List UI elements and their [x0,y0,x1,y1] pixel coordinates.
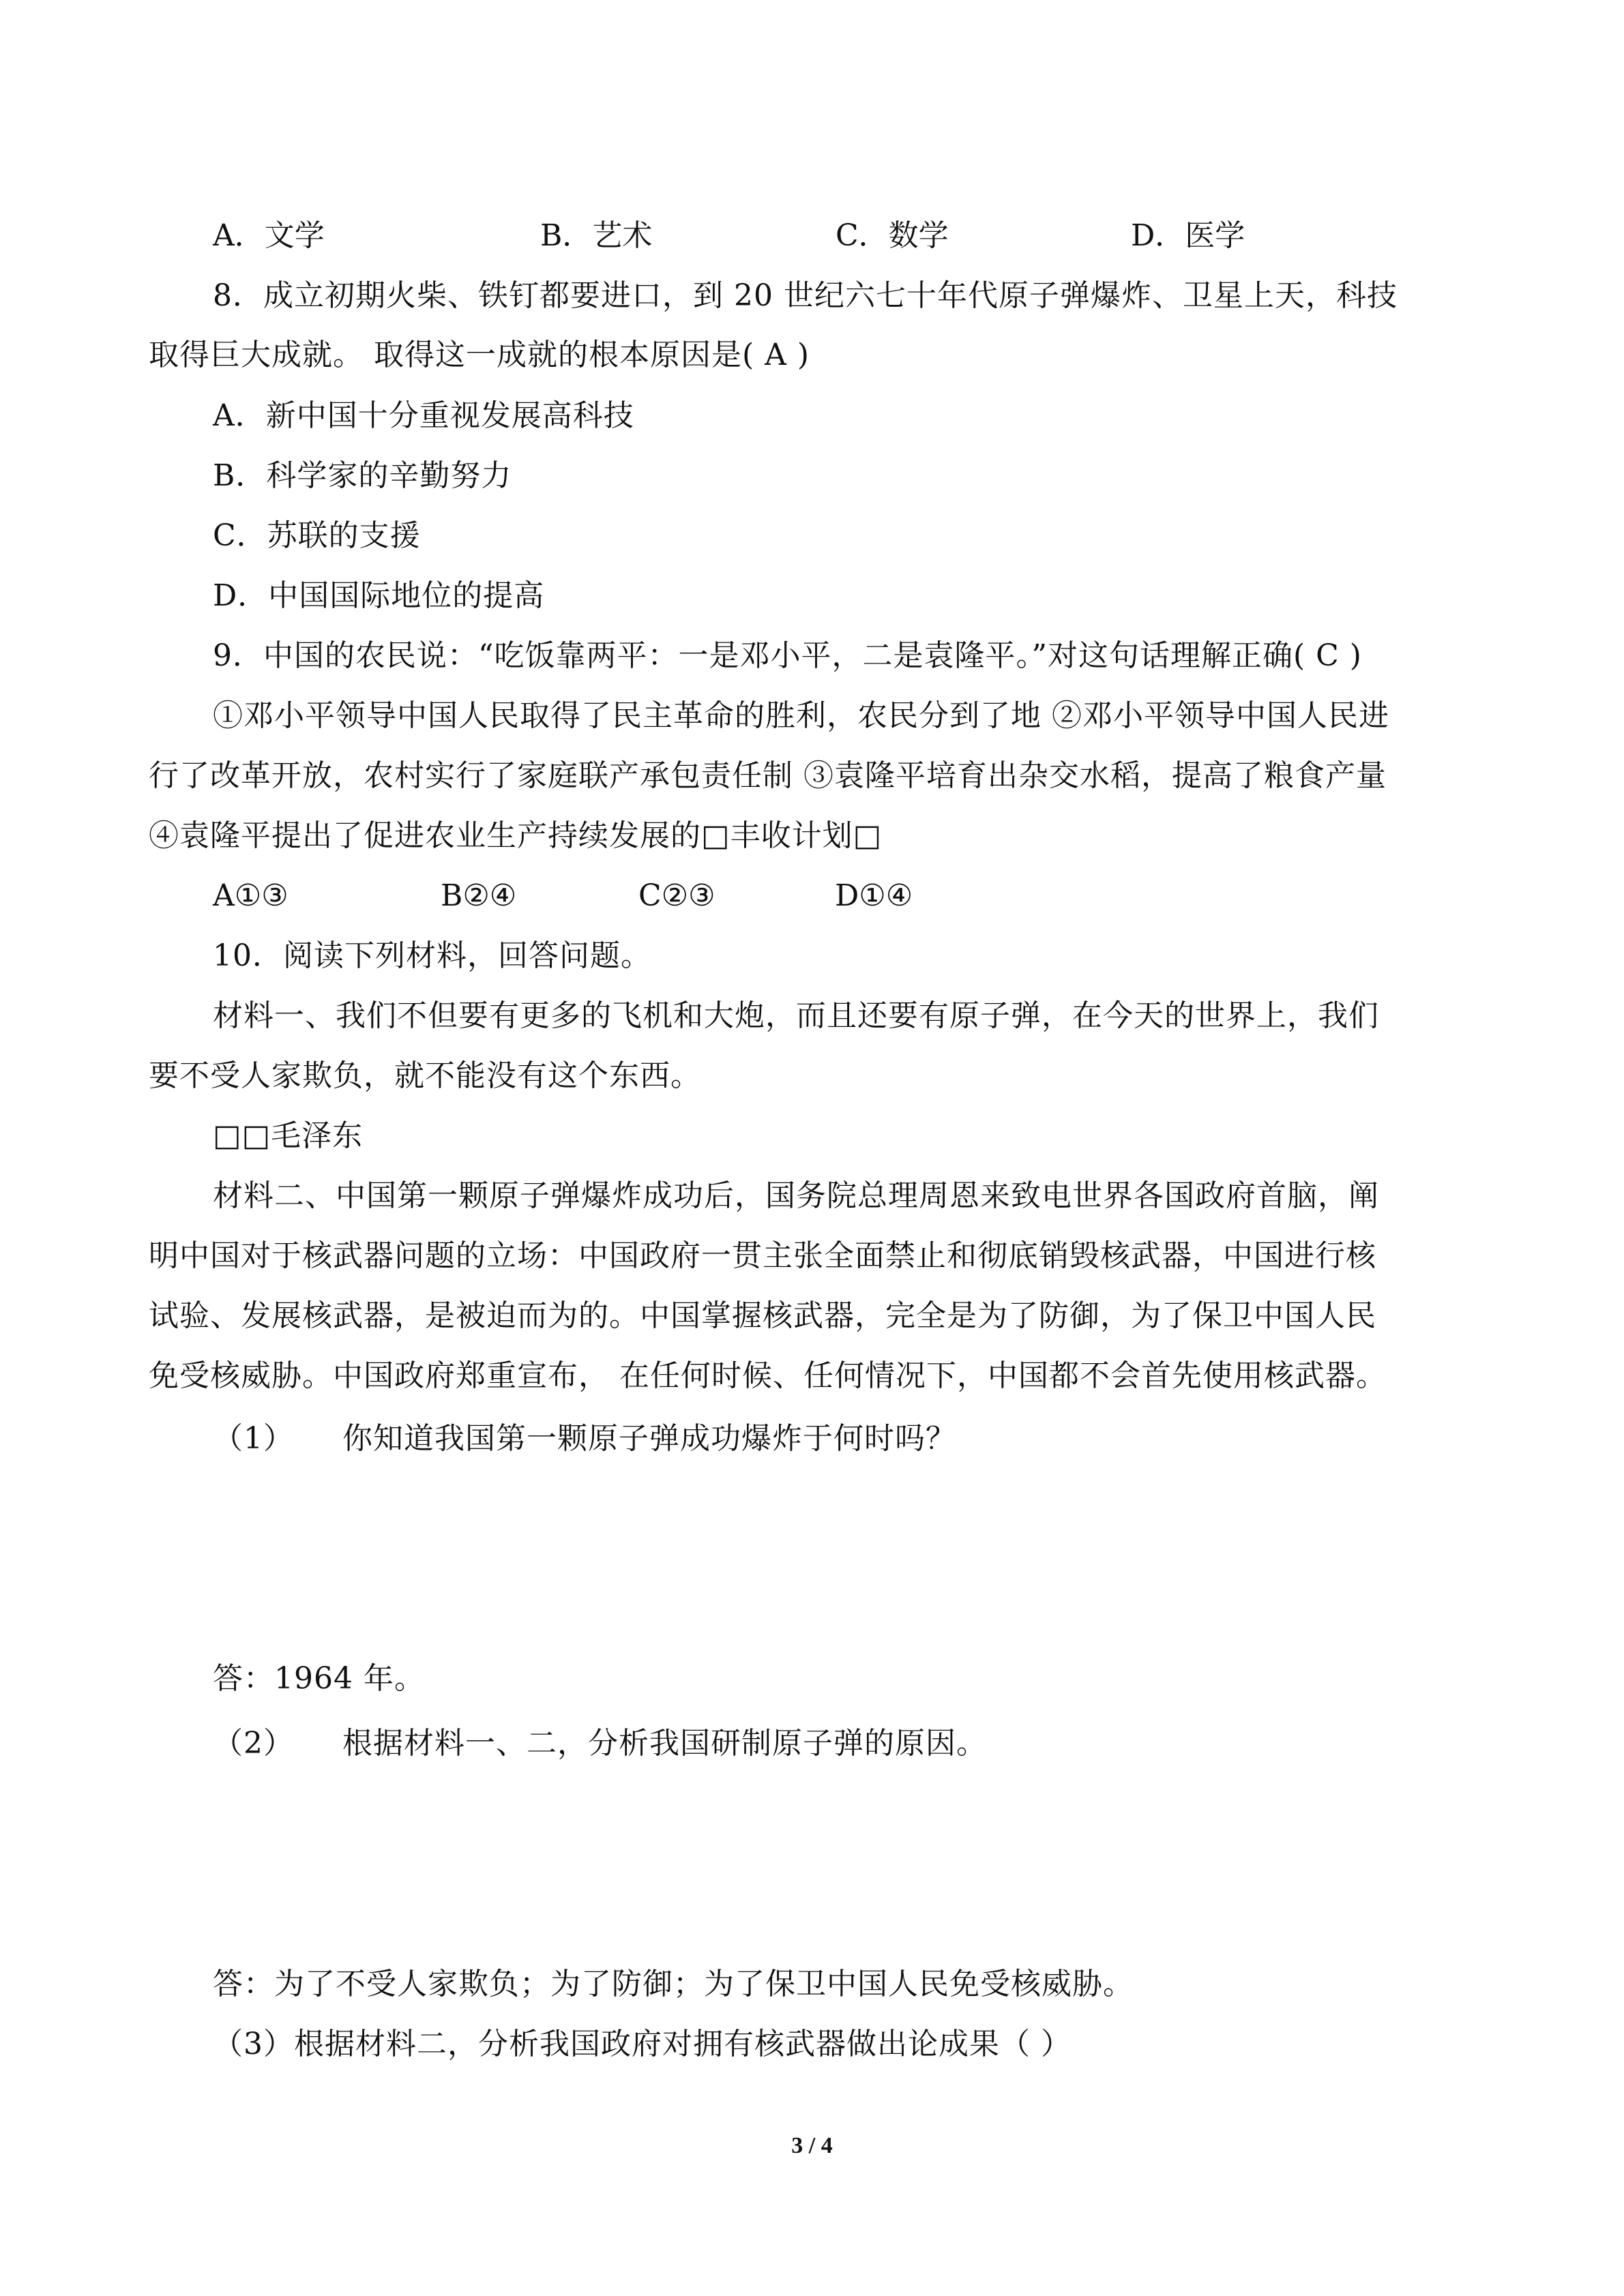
q10-sub2-text: 根据材料一、二，分析我国研制原子弹的原因。 [342,1726,987,1761]
q8-option-b: B．科学家的辛勤努力 [213,458,512,493]
q9-stem: 9．中国的农民说：“吃饭靠两平：一是邓小平，二是袁隆平。”对这句话理解正确( C ) [213,638,1362,673]
q9-option-b: B②④ [441,878,517,913]
q10-sub1-number: （1） [213,1421,294,1456]
q10-material2-line1: 材料二、中国第一颗原子弹爆炸成功后，国务院总理周恩来致电世界各国政府首脑，阐 [213,1178,1379,1213]
q8-option-a: A．新中国十分重视发展高科技 [213,398,634,433]
q9-option-d: D①④ [835,878,913,913]
q10-sub1 [213,1418,956,1459]
q8-option-c: C．苏联的支援 [213,518,421,553]
q9-statement-line3: ④袁隆平提出了促进农业生产持续发展的□丰收计划□ [149,818,883,853]
q10-answer1: 答：1964 年。 [213,1661,425,1696]
q9-statement-line2: 行了改革开放，农村实行了家庭联产承包责任制 ③袁隆平培育出杂交水稻，提高了粮食产量 [149,758,1387,793]
q7-option-d: D．医学 [1131,218,1245,253]
q8-option-d: D．中国国际地位的提高 [213,578,545,613]
q10-sub3: （3）根据材料二，分析我国政府对拥有核武器做出论成果（ ） [213,2027,1072,2061]
q9-option-a: A①③ [213,878,289,913]
q10-answer2: 答：为了不受人家欺负；为了防御；为了保卫中国人民免受核威胁。 [213,1967,1134,2001]
q10-sub2-number: （2） [213,1726,294,1761]
q10-sub2 [213,1723,987,1764]
q7-option-c: C．数学 [836,218,949,253]
q7-option-a: A．文学 [213,218,325,253]
q10-material1-line2: 要不受人家欺负，就不能没有这个东西。 [149,1058,701,1093]
q9-option-c: C②③ [638,878,715,913]
q10-stem: 10．阅读下列材料，回答问题。 [213,938,651,973]
q7-option-b: B．艺术 [540,218,653,253]
q8-stem-line2: 取得巨大成就。 取得这一成就的根本原因是( A ) [149,338,810,372]
q10-material2-line2: 明中国对于核武器问题的立场：中国政府一贯主张全面禁止和彻底销毁核武器，中国进行核 [149,1238,1376,1273]
q10-material1-source: □□毛泽东 [213,1118,364,1153]
q10-sub1-text: 你知道我国第一颗原子弹成功爆炸于何时吗？ [342,1421,956,1456]
q8-stem-line1: 8．成立初期火柴、铁钉都要进口，到 20 世纪六七十年代原子弹爆炸、卫星上天，科技 [213,278,1398,313]
q10-material2-line4: 免受核威胁。中国政府郑重宣布， 在任何时候、任何情况下，中国都不会首先使用核武器。 [149,1358,1387,1393]
q10-material1-line1: 材料一、我们不但要有更多的飞机和大炮，而且还要有原子弹，在今天的世界上，我们 [213,998,1379,1033]
q9-statement-line1: ①邓小平领导中国人民取得了民主革命的胜利，农民分到了地 ②邓小平领导中国人民进 [213,698,1389,733]
q10-material2-line3: 试验、发展核武器，是被迫而为的。中国掌握核武器，完全是为了防御，为了保卫中国人民 [149,1298,1376,1333]
page-number: 3 / 4 [791,2133,833,2158]
